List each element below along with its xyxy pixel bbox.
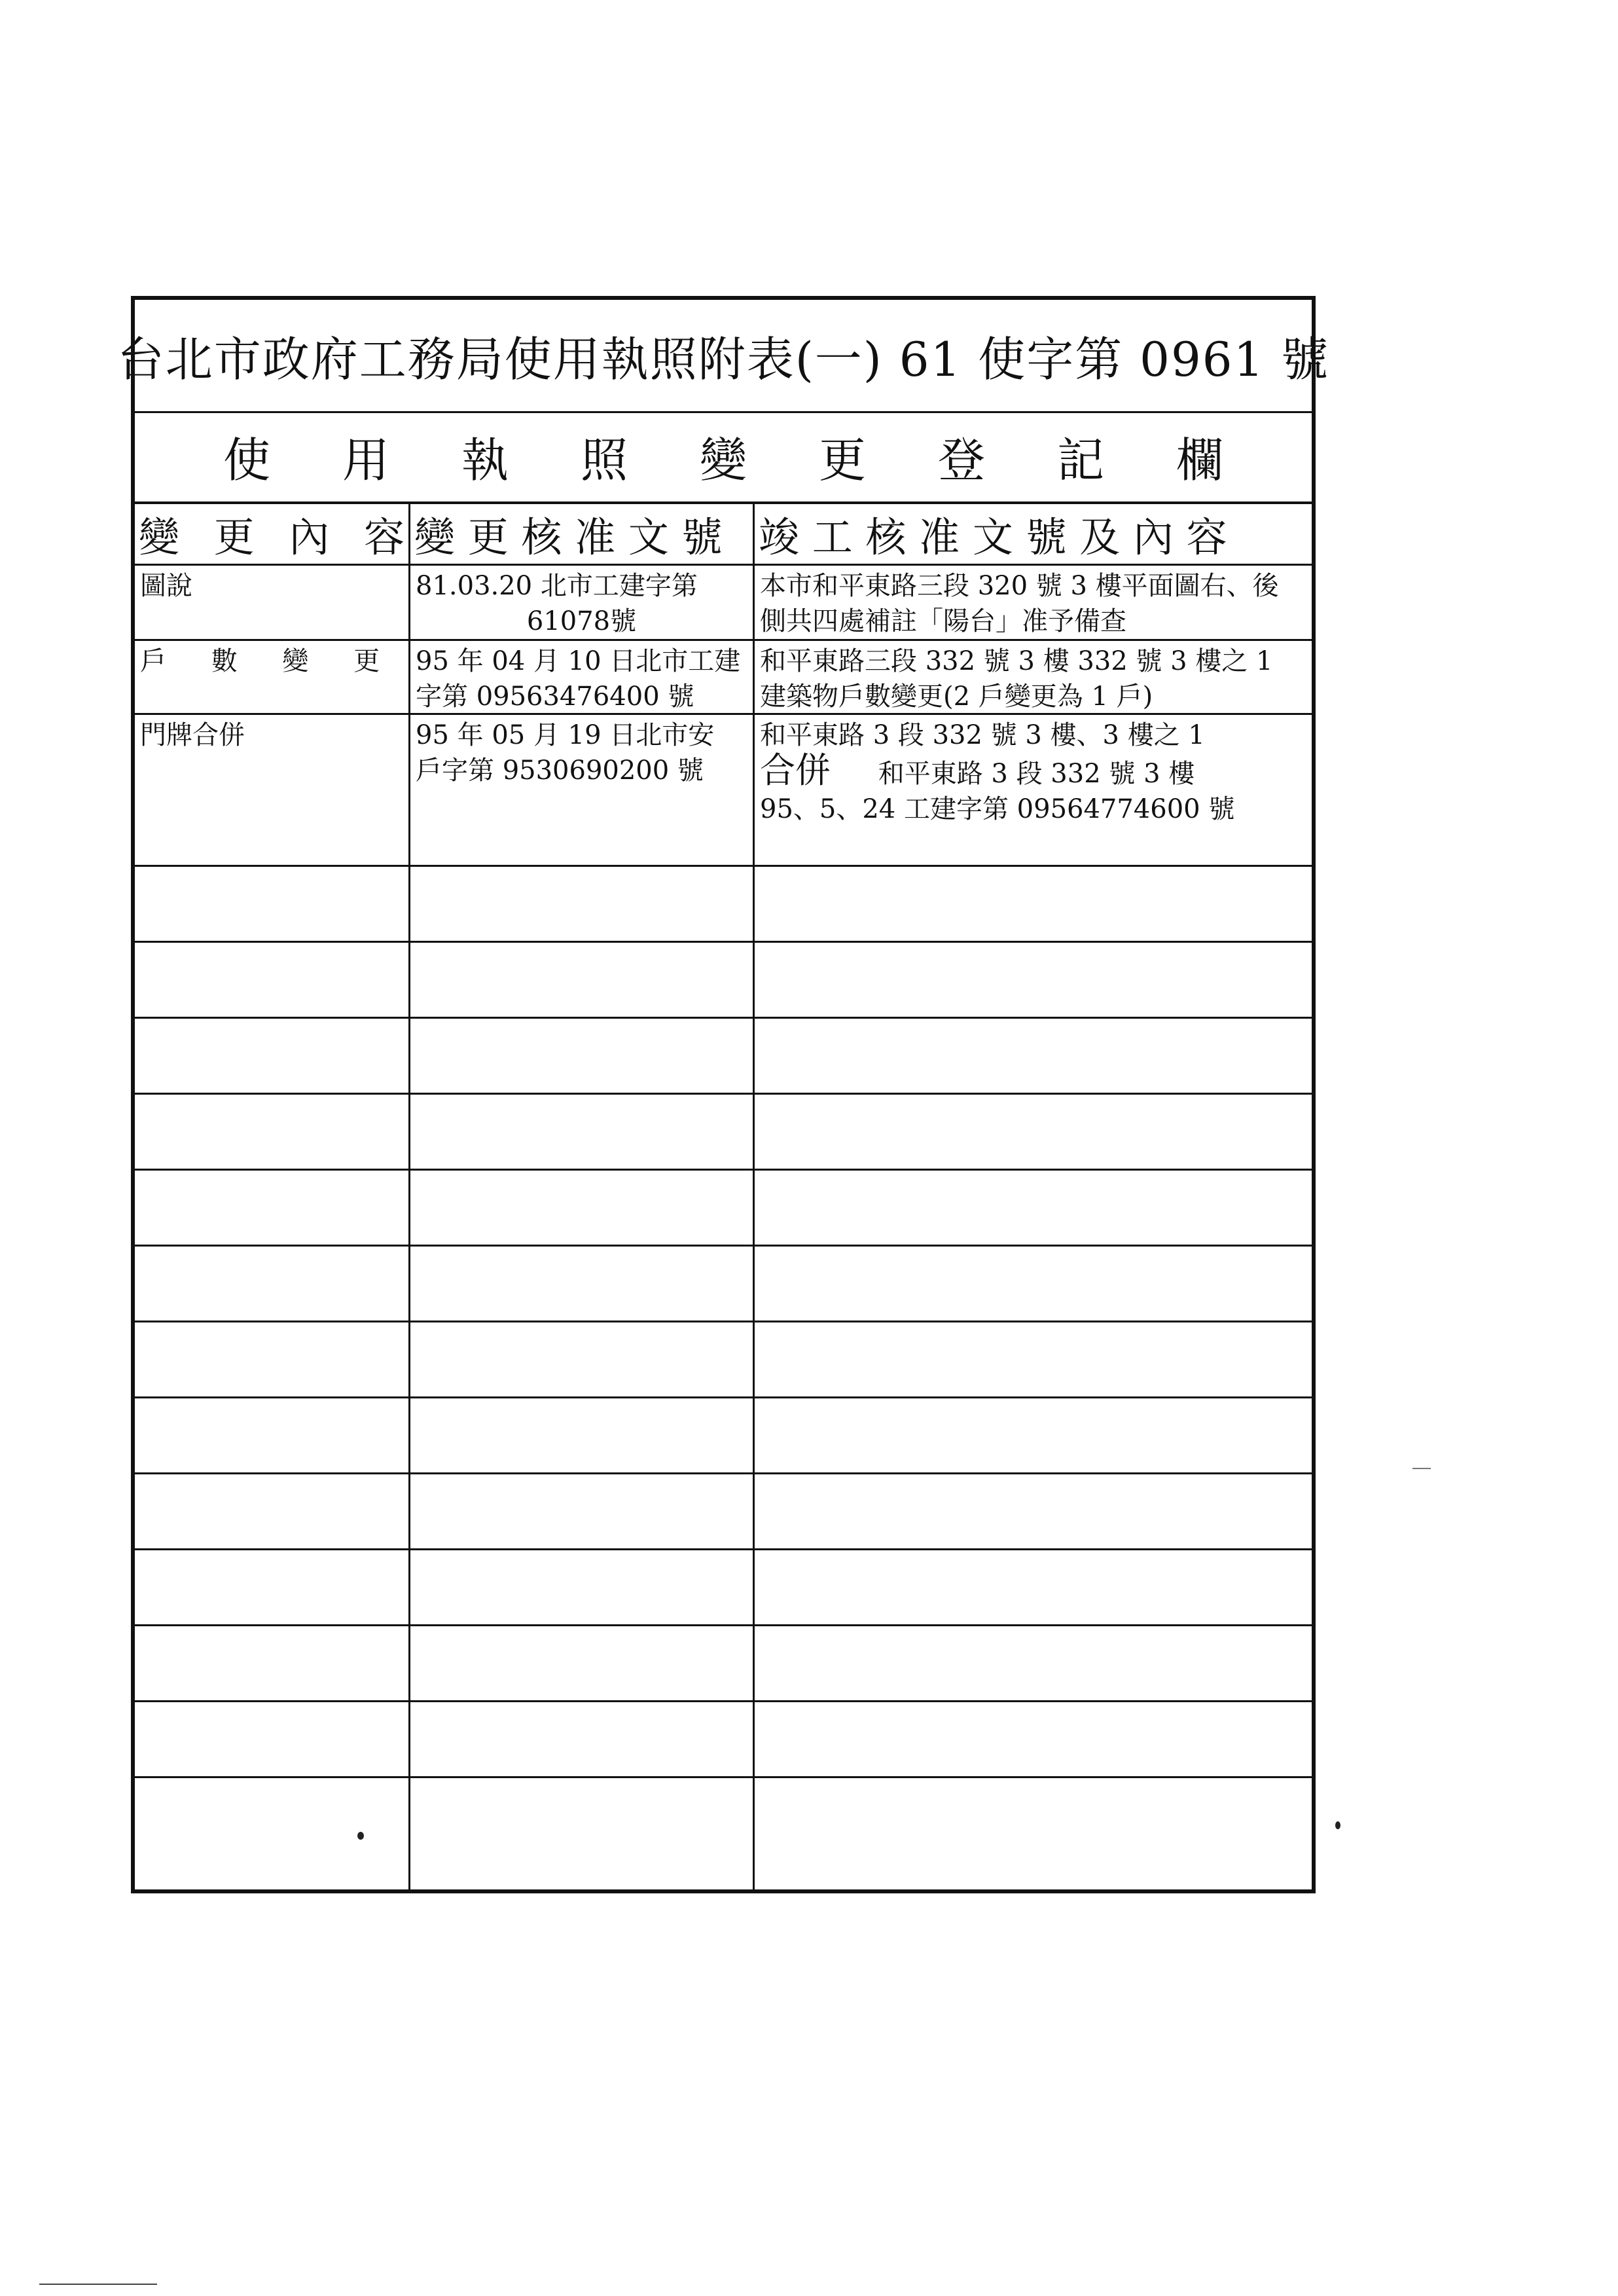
scan-speck [357, 1832, 364, 1840]
table-header-row [135, 504, 1312, 566]
empty-table-row [135, 1626, 1312, 1702]
column-header-char: 容 [363, 513, 404, 561]
change-text: 圖說 [140, 571, 192, 601]
column-header-text: 竣 工 核 准 文 號 及 內 容 [759, 513, 1227, 561]
heading-char: 更 [818, 433, 866, 488]
empty-table-row [135, 1550, 1312, 1626]
scan-mark [1412, 1468, 1431, 1469]
heading-char: 用 [342, 433, 389, 488]
column-header-change [135, 504, 408, 564]
heading-char: 欄 [1176, 433, 1223, 488]
column-header-approval [410, 504, 753, 564]
column-header-text [139, 505, 404, 563]
approval-text: 61078號 [526, 606, 637, 636]
completion-cell [755, 715, 1312, 865]
column-header-text: 變 更 核 准 文 號 [414, 513, 723, 561]
heading-char: 照 [580, 433, 628, 488]
approval-cell [410, 566, 753, 639]
empty-table-row [135, 1247, 1312, 1322]
completion-text: 側共四處補註「陽台」准予備查 [760, 606, 1126, 636]
heading-char: 登 [937, 433, 985, 488]
heading-char: 執 [461, 433, 509, 488]
change-cell [135, 715, 408, 865]
empty-table-row [135, 1778, 1312, 1854]
approval-cell [410, 641, 753, 713]
completion-text: 95、5、24 工建字第 09564774600 號 [760, 794, 1235, 824]
completion-text: 和平東路 3 段 332 號 3 樓 [878, 759, 1195, 789]
table-row [135, 641, 1312, 715]
approval-text: 95 年 04 月 10 日北市工建 [416, 646, 741, 676]
completion-text: 和平東路三段 332 號 3 樓 332 號 3 樓之 1 [760, 646, 1273, 676]
approval-text: 字第 09563476400 號 [416, 682, 694, 712]
table-row [135, 566, 1312, 641]
heading-char: 記 [1056, 433, 1104, 488]
empty-table-row [135, 1398, 1312, 1474]
approval-cell [410, 715, 753, 865]
table-row [135, 715, 1312, 867]
change-text: 戶 數 變 更 [140, 646, 399, 676]
heading-char: 使 [223, 433, 270, 488]
change-text: 門牌合併 [140, 720, 245, 750]
column-header-completion [755, 504, 1312, 564]
completion-text: 本市和平東路三段 320 號 3 樓平面圖右、後 [760, 571, 1279, 601]
empty-table-row [135, 943, 1312, 1019]
empty-table-row [135, 1095, 1312, 1171]
completion-cell [755, 641, 1312, 713]
scan-speck [1335, 1821, 1340, 1829]
completion-emphasis: 合併 [760, 750, 831, 791]
change-cell [135, 641, 408, 713]
column-header-char: 內 [289, 513, 330, 561]
empty-table-row [135, 1702, 1312, 1778]
column-header-char: 變 [139, 513, 180, 561]
empty-table-row [135, 1019, 1312, 1095]
completion-text: 和平東路 3 段 332 號 3 樓、3 樓之 1 [760, 720, 1205, 750]
scan-mark [39, 2284, 157, 2285]
approval-text: 81.03.20 北市工建字第 [416, 571, 698, 601]
change-cell [135, 566, 408, 639]
empty-table-row [135, 1171, 1312, 1247]
change-register-table [135, 504, 1312, 1889]
column-header-char: 更 [213, 513, 255, 561]
completion-cell [755, 566, 1312, 639]
section-heading [135, 411, 1312, 504]
license-attachment-form [117, 296, 1330, 1893]
approval-text: 戶字第 9530690200 號 [416, 756, 704, 786]
heading-char: 變 [699, 433, 747, 488]
form-title: 台北市政府工務局使用執照附表(一) 61 使字第 0961 號 [135, 300, 1312, 413]
empty-table-row [135, 1322, 1312, 1398]
empty-table-row [135, 867, 1312, 943]
empty-table-row [135, 1474, 1312, 1550]
approval-text: 95 年 05 月 19 日北市安 [416, 720, 715, 750]
completion-text: 建築物戶數變更(2 戶變更為 1 戶) [760, 682, 1153, 712]
